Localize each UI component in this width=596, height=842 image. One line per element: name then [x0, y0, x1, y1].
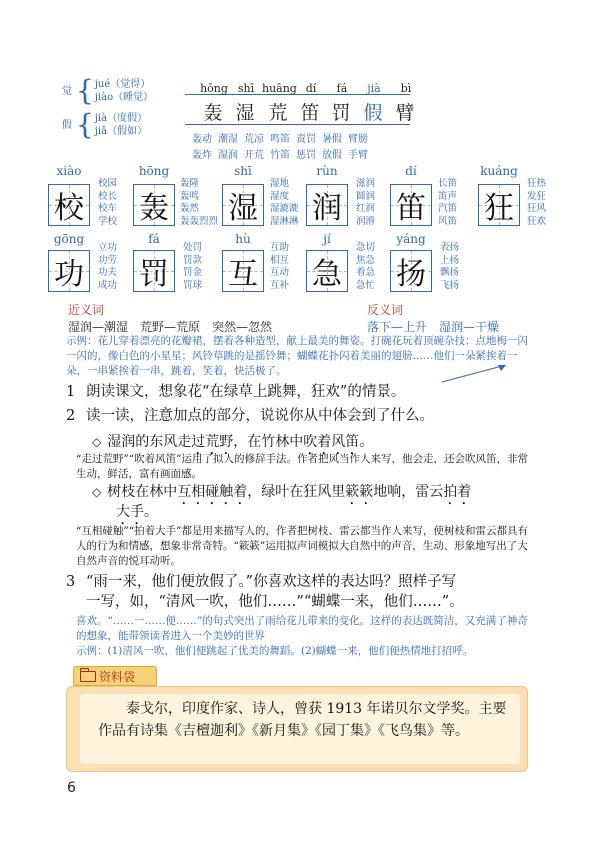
hanzi: 臂 [395, 102, 417, 124]
emphasized-text: 吹着风笛 [303, 434, 360, 450]
word: 互补 [270, 279, 290, 291]
word: 湿地 [270, 178, 290, 189]
answer-3: 喜欢。“……一……便……”的句式突出了雨给花儿带来的变化。这样的表达既简洁，又充满了神奇的想象，能带领读者进入一个美妙的世界 [76, 615, 528, 642]
top-words-row2 [192, 146, 368, 161]
word: 立功 [98, 242, 118, 253]
box-words [180, 178, 218, 228]
box-pinyin: hù [235, 232, 251, 246]
pinyin: fá [336, 82, 348, 95]
word: 开荒 [244, 150, 264, 161]
top-char-row [198, 98, 422, 125]
box-char: 功 [54, 257, 84, 292]
antonym-label: 反义词 [367, 303, 404, 317]
diamond-bullet-icon: ◇ [92, 485, 102, 499]
box-words [438, 178, 457, 228]
char-box [478, 184, 520, 226]
question-2 [66, 406, 434, 426]
word: 罚球 [183, 279, 203, 291]
word: 红润 [356, 203, 376, 214]
word: 轰隆 [180, 178, 200, 189]
hanzi: 罚 [331, 102, 353, 124]
box-words [270, 242, 289, 292]
word: 表扬 [440, 242, 460, 253]
pinyin: dí [305, 82, 317, 95]
word: 处罚 [183, 242, 203, 253]
box-pinyin: rùn [316, 164, 338, 178]
sentence-text: 地响，雷云 [373, 484, 444, 500]
sentence-text: ，在竹林中 [233, 434, 304, 450]
info-box-text: 泰戈尔，印度作家、诗人，曾获 1913 年诺贝尔文学奖。主要作品有诗集《吉檀迦利》《新月集》《园丁集》《飞鸟集》等。 [98, 701, 507, 739]
emphasized-text: 簌簌 [345, 484, 374, 500]
word: 长笛 [438, 178, 458, 189]
reading-jue-1: jué（觉得） [94, 79, 151, 90]
top-words-row1 [192, 130, 368, 145]
word: 潮湿 [218, 134, 238, 145]
box-pinyin: shī [234, 164, 252, 178]
char-box [390, 184, 432, 226]
sentence-text: ，绿叶在狂风里 [247, 484, 346, 500]
word: 校园 [98, 178, 118, 189]
box-char: 润 [312, 191, 342, 226]
word: 轰炸 [192, 150, 212, 161]
emphasized-text: 互相碰触着 [177, 484, 248, 500]
arrow-icon [440, 362, 510, 384]
hanzi: 轰 [203, 102, 225, 124]
box-words [356, 242, 375, 292]
char-box [306, 250, 348, 292]
word: 互动 [270, 267, 290, 278]
pinyin: hōng [200, 82, 228, 95]
emphasized-text: 大手 [116, 504, 144, 520]
answer-3-example: 示例：(1)清风一吹，他们便跳起了优美的舞蹈。(2)蝴蝶一来，他们便热情地打招呼。 [76, 645, 474, 657]
char-box [133, 250, 175, 292]
word: 互助 [270, 242, 290, 253]
emphasized-text: 拍着 [443, 484, 472, 500]
reading-jue-2: jiào（睡觉） [94, 92, 154, 103]
word: 手臂 [348, 150, 368, 161]
word: 湿漉漉 [270, 203, 299, 214]
char-box [390, 250, 432, 292]
word: 急忙 [356, 279, 376, 291]
box-words [270, 178, 299, 228]
sentence-text: 树枝在林中 [107, 484, 178, 500]
hanzi: 湿 [235, 102, 257, 124]
top-pinyin-row [198, 82, 422, 95]
box-words [183, 242, 202, 292]
info-box-title: 资料袋 [99, 669, 136, 684]
word: 学校 [98, 215, 118, 227]
char-box [306, 184, 348, 226]
word: 湿淋淋 [270, 215, 299, 227]
word: 急切 [356, 242, 376, 253]
word: 责罚 [296, 134, 316, 145]
box-pinyin: xiào [56, 164, 82, 178]
word: 滋润 [356, 178, 376, 189]
char-box [48, 250, 90, 292]
box-pinyin: gōng [53, 232, 85, 246]
word: 着急 [356, 267, 376, 278]
question-text: 读一读，注意加点的部分，说说你从中体会到了什么。 [86, 408, 434, 424]
synonym-label: 近义词 [68, 303, 105, 317]
word: 臂膀 [348, 134, 368, 145]
word: 飞扬 [440, 279, 460, 291]
question-number: 1 [66, 384, 76, 400]
word: 功夫 [98, 267, 118, 278]
word: 罚金 [183, 267, 203, 278]
word: 功劳 [98, 254, 118, 266]
folder-icon [80, 671, 96, 682]
box-char: 扬 [396, 257, 426, 292]
word: 荒凉 [244, 134, 264, 145]
word: 狂热 [527, 178, 547, 189]
brace-icon: { [76, 108, 94, 141]
polyphone-panel [62, 74, 172, 146]
word: 轰鸣 [180, 190, 200, 202]
pinyin: jià [367, 82, 381, 95]
box-char: 罚 [139, 257, 169, 292]
box-char: 互 [228, 257, 258, 292]
word: 惩罚 [296, 150, 316, 161]
word: 成功 [98, 279, 118, 291]
brace-icon: { [76, 74, 94, 107]
word: 湿润 [218, 150, 238, 161]
box-pinyin: fá [148, 232, 160, 246]
reading-jia-2: jiǎ（假如） [94, 126, 148, 137]
word: 校车 [98, 203, 118, 214]
char-box [222, 250, 264, 292]
box-words [356, 178, 375, 228]
word: 罚款 [183, 254, 203, 266]
word: 放假 [322, 150, 342, 161]
word: 焦急 [356, 254, 376, 266]
word: 笛声 [438, 190, 458, 202]
reading-jia-1: jià（度假） [94, 113, 148, 124]
synonym-list: 湿润—潮湿 荒野—荒原 突然—忽然 [68, 320, 273, 334]
antonym-list: 落下—上升 湿润—干燥 [367, 320, 500, 334]
question-number: 2 [66, 408, 76, 424]
word: 发狂 [527, 190, 547, 202]
box-char: 轰 [139, 191, 169, 226]
box-char: 校 [54, 191, 84, 226]
question-text: 一写，如，“清风一吹，他们……”“蝴蝶一来，他们……”。 [86, 594, 464, 610]
word: 轰动 [192, 134, 212, 145]
word: 狂风 [527, 203, 547, 214]
info-box-tab [73, 666, 157, 686]
word: 暑假 [322, 134, 342, 145]
answer-1: “走过荒野”“吹着风笛”运用了拟人的修辞手法。作者把风当作人来写，他会走，还会吹风笛，非常生动，鲜活，富有画面感。 [76, 453, 528, 480]
box-char: 湿 [228, 191, 258, 226]
word: 润滑 [356, 215, 376, 227]
page-number: 6 [67, 780, 76, 796]
word: 轰然 [180, 203, 200, 214]
box-words [98, 242, 117, 292]
diamond-bullet-icon: ◇ [92, 435, 102, 449]
sentence-text: 湿润的东风走 [107, 434, 192, 450]
question-3 [66, 572, 536, 612]
question-text: 朗读课文，想象花“在绿草上跳舞，狂欢”的情景。 [86, 384, 406, 400]
question-1 [66, 382, 405, 402]
pinyin: bì [400, 82, 412, 95]
box-pinyin: jí [323, 232, 331, 246]
top-divider-2 [185, 124, 410, 125]
pinyin: huāng [262, 82, 297, 95]
word: 相互 [270, 254, 290, 266]
hanzi: 荒 [268, 102, 290, 124]
sentence-text: 。 [144, 504, 158, 520]
word: 竹笛 [270, 150, 290, 161]
word: 轰轰烈烈 [180, 215, 219, 227]
example-answer: 示例：花儿穿着漂亮的花瓣裙，摆着各种造型，献上最美的舞姿。打碗花玩着顶碗杂技；点地梅一闪一闪的，像白色的小星星；风铃草跳的是摇铃舞；蝴蝶花扑闪着美丽的翅膀……他们一朵紧挨着一朵，一串紧挨着一串，跳着，笑着，快活极了。 [66, 335, 528, 377]
word: 狂欢 [527, 215, 547, 227]
box-pinyin: kuáng [480, 164, 518, 178]
word: 飘扬 [440, 267, 460, 278]
box-words [440, 242, 459, 292]
word: 湿度 [270, 190, 290, 202]
box-char: 急 [312, 257, 342, 292]
box-pinyin: hōng [138, 164, 170, 178]
word: 汽笛 [438, 203, 458, 214]
polyphone-char-jia: 假 [62, 119, 72, 131]
word: 鸣笛 [270, 134, 290, 145]
word: 上扬 [440, 254, 460, 266]
box-pinyin: yáng [396, 232, 426, 246]
char-box [222, 184, 264, 226]
pinyin: shī [237, 82, 255, 95]
box-pinyin: dí [405, 164, 417, 178]
word: 校长 [98, 190, 118, 202]
box-words [527, 178, 546, 228]
box-char: 狂 [484, 191, 514, 226]
hanzi: 笛 [300, 102, 322, 124]
hanzi: 假 [363, 102, 385, 124]
emphasized-text: 过荒野 [191, 434, 234, 450]
char-box [48, 184, 90, 226]
word: 圆润 [356, 190, 376, 202]
question-text: “雨一来，他们便放假了。”你喜欢这样的表达吗？照样子写 [86, 574, 457, 590]
question-number: 3 [66, 574, 76, 590]
box-char: 笛 [396, 191, 426, 226]
polyphone-char-jue: 觉 [62, 85, 72, 97]
sentence-text: 。 [359, 434, 374, 450]
word: 风笛 [438, 215, 458, 227]
char-box [133, 184, 175, 226]
answer-2: “互相碰触”“拍着大手”都是用来描写人的，作者把树枝、雷云都当作人来写，使树枝和雷云都具有人的行为和情感，想象非常奇特。“簌簌”运用拟声词模拟大自然中的声音，生动、形象地写出了大自然声音的悦耳动听。 [76, 525, 528, 567]
box-words [98, 178, 117, 228]
